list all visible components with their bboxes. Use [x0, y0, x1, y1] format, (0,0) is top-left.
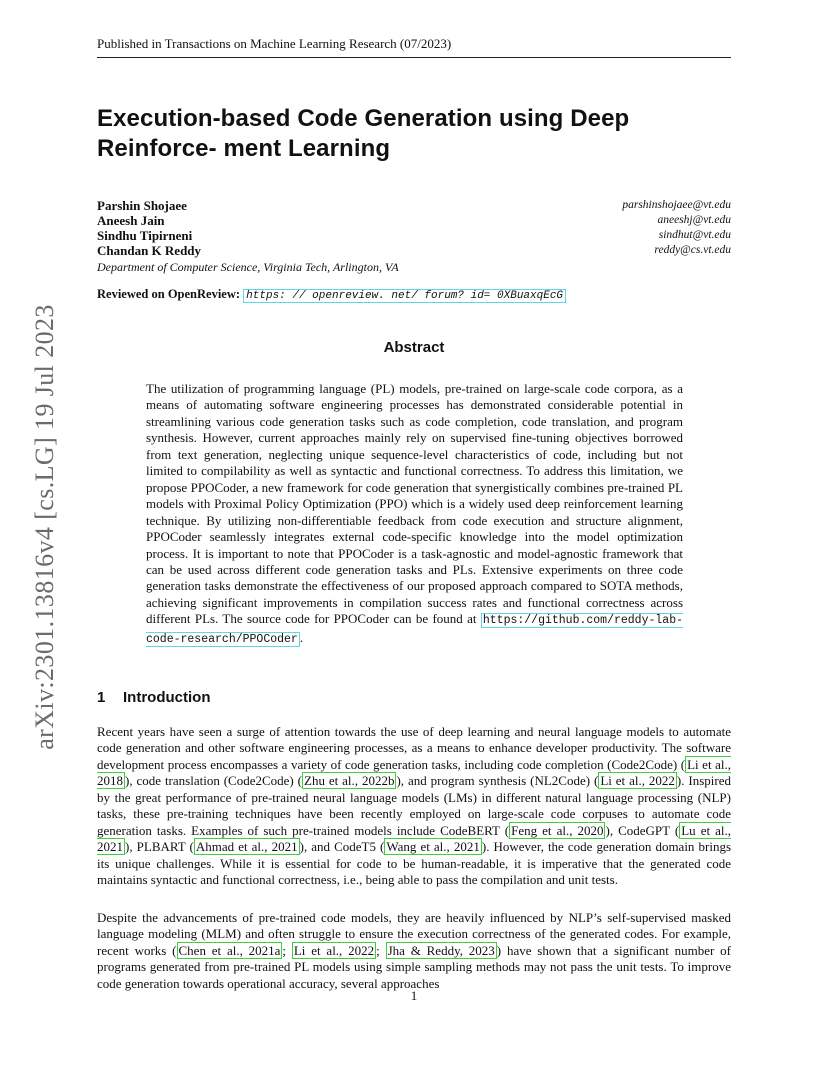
section-heading [97, 689, 210, 707]
citation-link[interactable]: Li et al., 2018 [97, 756, 731, 789]
citation-link[interactable]: Zhu et al., 2022b [304, 773, 395, 789]
abstract-heading: Abstract [383, 339, 445, 356]
citation-link[interactable]: Wang et al., 2021 [386, 839, 480, 855]
citation-link[interactable]: Feng et al., 2020 [511, 822, 604, 838]
section-title: Introduction [123, 689, 211, 706]
author-email: parshinshojaee@vt.edu [622, 199, 731, 211]
paragraph-text: ; [376, 942, 386, 958]
author-email: aneeshj@vt.edu [657, 214, 731, 226]
paper-title: Execution-based Code Generation using Deep Reinforce- ment Learning [97, 105, 630, 162]
author-email: sindhut@vt.edu [658, 229, 731, 241]
abstract-text [146, 381, 683, 648]
paragraph-text: ; [282, 942, 292, 958]
author-row [97, 243, 731, 258]
citation-link[interactable]: Chen et al., 2021a [178, 942, 281, 958]
paragraph-text: Recent years have seen a surge of attention towards the use of deep learning and neural language models to automate code generation and other software engineering processes, as a means to enhance developer productivity. The software development process encompasses a variety of code generation tasks, including code completion (Code2Code) ( [97, 724, 731, 772]
author-name: Sindhu Tipirneni [97, 228, 193, 243]
affiliation: Department of Computer Science, Virginia Tech, Arlington, VA [97, 260, 399, 274]
openreview-label: Reviewed on OpenReview: [97, 287, 241, 301]
author-row [97, 228, 731, 243]
paragraph-text: ). However, the code generation domain brings its unique challenges. While it is essential for code to be human-readable, it is imperative that the generated code maintains syntactic and functional correctness, i.e., being able to pass the compilation and unit tests. [97, 839, 731, 888]
author-block [97, 198, 731, 275]
author-email: reddy@cs.vt.edu [654, 244, 731, 256]
paragraph-text: ), PLBART ( [125, 839, 194, 855]
author-name: Chandan K Reddy [97, 243, 202, 258]
openreview-link[interactable]: https: // openreview. net/ forum? id= 0XBuaxqEcG [243, 289, 566, 303]
paragraph-text: ), and program synthesis (NL2Code) ( [396, 773, 599, 789]
author-row [97, 213, 731, 228]
abstract-body-text: The utilization of programming language (PL) models, pre-trained on large-scale code corpora, as a means of automating software engineering processes has demonstrated considerable potential in streamlining various code generation tasks such as code completion, code translation, and program synthesis. However, current approaches mainly rely on supervised fine-tuning objectives borrowed from text generation, neglecting unique sequence-level characteristics of code, including but not limited to compilability as well as syntactic and functional correctness. To address this limitation, we propose PPOCoder, a new framework for code generation that synergistically combines pre-trained PL models with Proximal Policy Optimization (PPO) which is a widely used deep reinforcement learning technique. By utilizing non-differentiable feedback from code execution and structure alignment, PPOCoder seamlessly integrates external code-specific knowledge into the model optimization process. It is important to note that PPOCoder is a task-agnostic and model-agnostic framework that can be used across different code generation tasks and PLs. Extensive experiments on three code generation tasks demonstrate the effectiveness of our proposed approach compared to SOTA methods, achieving significant improvements in compilation success rates and functional correctness across different PLs. The source code for PPOCoder can be found at [146, 381, 683, 627]
citation-link[interactable]: Jha & Reddy, 2023 [387, 942, 495, 958]
author-name: Parshin Shojaee [97, 198, 187, 213]
arxiv-identifier: arXiv:2301.13816v4 [cs.LG] 19 Jul 2023 [30, 304, 59, 750]
page-number: 1 [410, 988, 418, 1003]
paragraph-text: ), and CodeT5 ( [299, 839, 385, 855]
running-header: Published in Transactions on Machine Learning Research (07/2023) [97, 36, 731, 58]
abstract-end: . [299, 629, 304, 645]
openreview-line [97, 286, 566, 304]
intro-paragraph-2 [97, 910, 731, 992]
author-row [97, 198, 731, 213]
paragraph-text: ), CodeGPT ( [605, 822, 680, 838]
paragraph-text: Despite the advancements of pre-trained code models, they are heavily influenced by NLP’s self-supervised masked language modeling (MLM) and often struggle to ensure the execution correctness of the generated codes. For example, recent works ( [97, 910, 731, 958]
paragraph-text: ). Inspired by the great performance of pre-trained neural language models (LMs) in different natural language processing (NLP) tasks, these pre-training techniques have been recently employed on large-scale code corpuses to automate code generation tasks. Examples of such pre-trained models include CodeBERT ( [97, 773, 731, 838]
citation-link[interactable]: Li et al., 2022 [293, 942, 375, 958]
citation-link[interactable]: Lu et al., 2021 [97, 822, 731, 855]
section-number: 1 [97, 689, 106, 706]
intro-paragraph-1 [97, 724, 731, 889]
paragraph-text: ), code translation (Code2Code) ( [125, 773, 303, 789]
paragraph-text: ) have shown that a significant number of programs generated from pre-trained PL models using simple sampling methods may not pass the unit tests. To improve code generation towards operational accuracy, several approaches [97, 942, 731, 991]
author-name: Aneesh Jain [97, 213, 165, 228]
citation-link[interactable]: Li et al., 2022 [600, 773, 675, 789]
citation-link[interactable]: Ahmad et al., 2021 [195, 839, 298, 855]
github-link[interactable]: https://github.com/reddy-lab-code-research/PPOCoder [146, 614, 683, 646]
